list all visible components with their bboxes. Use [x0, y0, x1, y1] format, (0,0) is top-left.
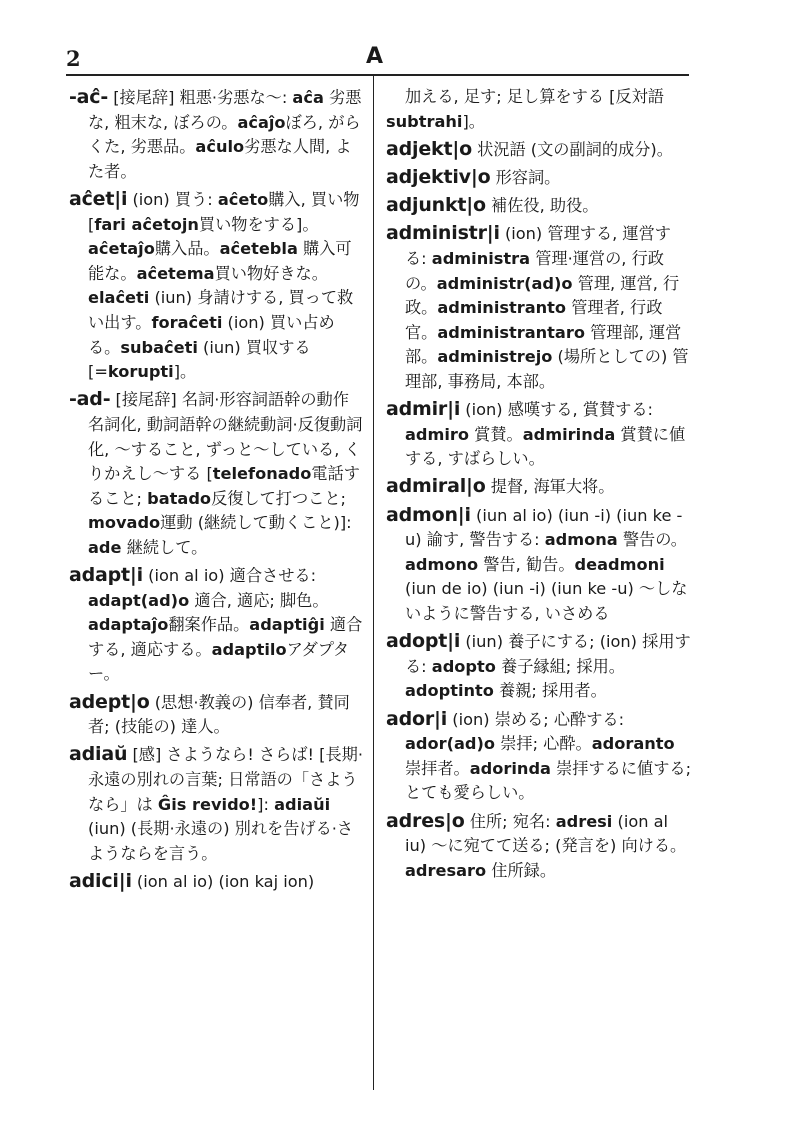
- derived-term: adiaŭi: [274, 794, 331, 814]
- dictionary-entry: [69, 563, 365, 687]
- definition-text: 適合する, 適応する。: [88, 615, 363, 659]
- headword: adici|i: [69, 869, 132, 892]
- derived-term: admona: [544, 530, 618, 550]
- definition-text: (ion) 買う:: [127, 189, 218, 209]
- dictionary-entry: [386, 474, 692, 500]
- derived-term: adoranto: [591, 734, 675, 754]
- definition-text: 運動 (継続して動くこと)]:: [160, 513, 352, 533]
- headword: admiral|o: [386, 475, 486, 498]
- headword: adept|o: [69, 690, 150, 713]
- dictionary-entry: [69, 869, 365, 895]
- derived-term: admiro: [405, 424, 470, 444]
- dictionary-entry: [386, 629, 692, 704]
- definition-text: 状況語 (文の副詞的成分)。: [471, 139, 673, 159]
- right-column: [386, 85, 692, 886]
- headword: admir|i: [386, 398, 461, 421]
- page-number: 2: [66, 46, 81, 71]
- definition-text: 管理·運営の, 行政の。: [405, 248, 664, 293]
- definition-text: (ion al io) (ion kaj ion): [131, 871, 315, 891]
- dictionary-entry: [69, 690, 365, 740]
- dictionary-entry: [386, 503, 692, 627]
- headword: adopt|i: [386, 630, 461, 653]
- definition-text: (iun al io) (iun -i) (iun ke -u) 諭す, 警告する:: [405, 505, 683, 550]
- definition-text: ]。: [462, 111, 485, 131]
- dictionary-entry: [386, 397, 692, 472]
- definition-text: 警告の。: [617, 530, 687, 550]
- dictionary-entry: [386, 221, 692, 394]
- definition-text: 養子縁組; 採用。: [495, 656, 625, 676]
- headword: ador|i: [386, 707, 448, 730]
- headword: adres|o: [386, 809, 465, 832]
- derived-term: adoptinto: [405, 681, 494, 701]
- definition-text: 提督, 海軍大将。: [485, 477, 615, 497]
- definition-text: 管理者, 行政官。: [405, 298, 663, 342]
- derived-term: adaptilo: [211, 639, 287, 659]
- dictionary-entry: [69, 742, 365, 866]
- dictionary-entry: [69, 387, 365, 560]
- derived-term: adaptaĵo: [88, 615, 169, 635]
- definition-text: 適合, 適応; 脚色。: [189, 590, 329, 610]
- derived-term: telefonado: [212, 464, 312, 484]
- definition-text: 崇拝者。: [405, 758, 470, 778]
- dictionary-entry: [386, 809, 692, 884]
- definition-text: 翻案作品。: [168, 615, 250, 635]
- derived-term: aĉulo: [195, 137, 245, 157]
- derived-term: admono: [405, 554, 479, 574]
- derived-term: subaĉeti: [120, 337, 198, 357]
- section-letter: A: [366, 44, 384, 69]
- continuation-paragraph: [386, 85, 692, 134]
- derived-term: deadmoni: [574, 554, 665, 574]
- definition-text: 警告, 勧告。: [478, 554, 575, 574]
- derived-term: adresaro: [405, 860, 487, 880]
- definition-text: 崇拝; 心酔。: [495, 734, 592, 754]
- definition-text: (ion al iu) ～に宛てて送る; (発言を) 向ける。: [405, 811, 687, 856]
- derived-term: ador(ad)o: [405, 734, 496, 754]
- headword: adiaŭ: [69, 743, 128, 766]
- derived-term: aĉeto: [217, 189, 269, 209]
- definition-text: 買い物好きな。: [214, 263, 328, 283]
- derived-term: adaptiĝi: [249, 615, 325, 635]
- definition-text: 管理, 運営, 行政。: [405, 273, 680, 318]
- left-column: [69, 85, 365, 897]
- definition-text: (思想·教義の) 信奉者, 賛同者; (技能の) 達人。: [88, 692, 350, 737]
- definition-text: (ion) 管理する, 運営する:: [405, 224, 671, 268]
- derived-term: Ĝis revido!: [157, 794, 258, 814]
- definition-text: (ion) 感嘆する, 賞賛する:: [460, 400, 653, 420]
- derived-term: adresi: [555, 811, 613, 831]
- definition-text: 購入品。: [154, 239, 220, 259]
- headword: administr|i: [386, 222, 500, 245]
- headword: -ad-: [69, 388, 111, 411]
- definition-text: 形容詞。: [490, 167, 561, 187]
- headword: adjektiv|o: [386, 165, 491, 188]
- column-divider: [373, 76, 374, 1090]
- definition-text: (ion al io) 適合させる:: [142, 566, 317, 586]
- derived-term: aĉaĵo: [237, 112, 286, 132]
- definition-text: 購入可能な。: [88, 239, 352, 283]
- headword: adjunkt|o: [386, 194, 486, 217]
- definition-text: 加える, 足す; 足し算をする [反対語: [405, 87, 664, 106]
- definition-text: ]。: [173, 362, 197, 382]
- definition-text: (iun) (長期·永遠の) 別れを告げる·さようならを言う。: [88, 819, 354, 863]
- definition-text: 購入, 買い物 [: [88, 189, 360, 234]
- definition-text: (iun) 買収する [=: [88, 337, 311, 382]
- definition-text: 賞賛。: [469, 424, 523, 444]
- definition-text: 住所録。: [486, 860, 557, 880]
- definition-text: 養親; 採用者。: [493, 681, 607, 701]
- headword: admon|i: [386, 503, 471, 526]
- definition-text: [感] さようなら! さらば! [長期·永遠の別れの言葉; 日常語の「さようなら」は: [88, 745, 364, 814]
- derived-term: administrantaro: [437, 322, 585, 342]
- derived-term: administr(ad)o: [436, 273, 573, 293]
- definition-text: 補佐役, 助役。: [485, 196, 599, 216]
- derived-term: administra: [431, 248, 531, 268]
- page-header: [66, 44, 689, 76]
- definition-text: (iun) 養子にする; (ion) 採用する:: [405, 632, 691, 676]
- derived-term: adorinda: [469, 758, 551, 778]
- derived-term: administranto: [437, 298, 567, 318]
- definition-text: 賞賛に値する, すばらしい。: [405, 424, 686, 469]
- definition-text: ]:: [257, 794, 275, 814]
- dictionary-entry: [386, 165, 692, 191]
- derived-term: batado: [147, 488, 212, 508]
- definition-text: 崇拝するに値する; とても愛らしい。: [405, 758, 692, 803]
- definition-text: (ion) 崇める; 心酔する:: [447, 709, 625, 729]
- definition-text: 劣悪な人間, よた者。: [88, 137, 352, 181]
- definition-text: 反復して打つこと;: [211, 488, 347, 508]
- definition-text: ぼろ, がらくた, 劣悪品。: [88, 112, 361, 157]
- dictionary-entry: [386, 137, 692, 163]
- definition-text: [接尾辞] 粗悪·劣悪な～:: [108, 88, 293, 107]
- headword: aĉet|i: [69, 187, 128, 210]
- headword: adjekt|o: [386, 137, 472, 160]
- definition-text: (ion) 買い占める。: [88, 312, 335, 357]
- dictionary-entry: [69, 187, 365, 385]
- definition-text: (iun de io) (iun -i) (iun ke -u) ～しないように警告する, いさめる: [405, 579, 688, 624]
- derived-term: movado: [88, 513, 161, 533]
- definition-text: (場所としての) 管理部, 事務局, 本部。: [405, 347, 689, 391]
- definition-text: [接尾辞] 名詞·形容詞語幹の動作名詞化, 動詞語幹の継続動詞·反復動詞化, ～すること, ずっと～している, くりかえし～する [: [88, 390, 363, 484]
- definition-text: 電話すること;: [88, 464, 360, 508]
- dictionary-entry: [386, 707, 692, 806]
- definition-text: アダプター。: [88, 639, 350, 684]
- derived-term: elaĉeti: [88, 288, 150, 308]
- derived-term: fari aĉetojn: [94, 214, 199, 234]
- derived-term: administrejo: [437, 347, 553, 367]
- headword: adapt|i: [69, 564, 143, 587]
- headword: -aĉ-: [69, 86, 109, 108]
- derived-term: aĉetema: [136, 263, 215, 283]
- derived-term: aĉa: [292, 88, 324, 107]
- derived-term: ade: [88, 537, 122, 557]
- definition-text: 劣悪な, 粗末な, ぼろの。: [88, 88, 362, 132]
- dictionary-entry: [69, 85, 365, 184]
- definition-text: 継続して。: [121, 537, 208, 557]
- derived-term: foraĉeti: [151, 312, 223, 332]
- derived-term: subtrahi: [386, 111, 463, 131]
- definition-text: 管理部, 運営部。: [405, 322, 682, 367]
- definition-text: 買い物をする]。: [198, 214, 319, 234]
- definition-text: (iun) 身請けする, 買って救い出す。: [88, 288, 354, 332]
- definition-text: 住所; 宛名:: [464, 811, 556, 831]
- dictionary-entry: [386, 193, 692, 219]
- derived-term: aĉetebla: [219, 239, 298, 259]
- derived-term: korupti: [107, 362, 174, 382]
- derived-term: admirinda: [522, 424, 616, 444]
- derived-term: adapt(ad)o: [88, 590, 190, 610]
- derived-term: adopto: [431, 656, 496, 676]
- derived-term: aĉetaĵo: [88, 239, 155, 259]
